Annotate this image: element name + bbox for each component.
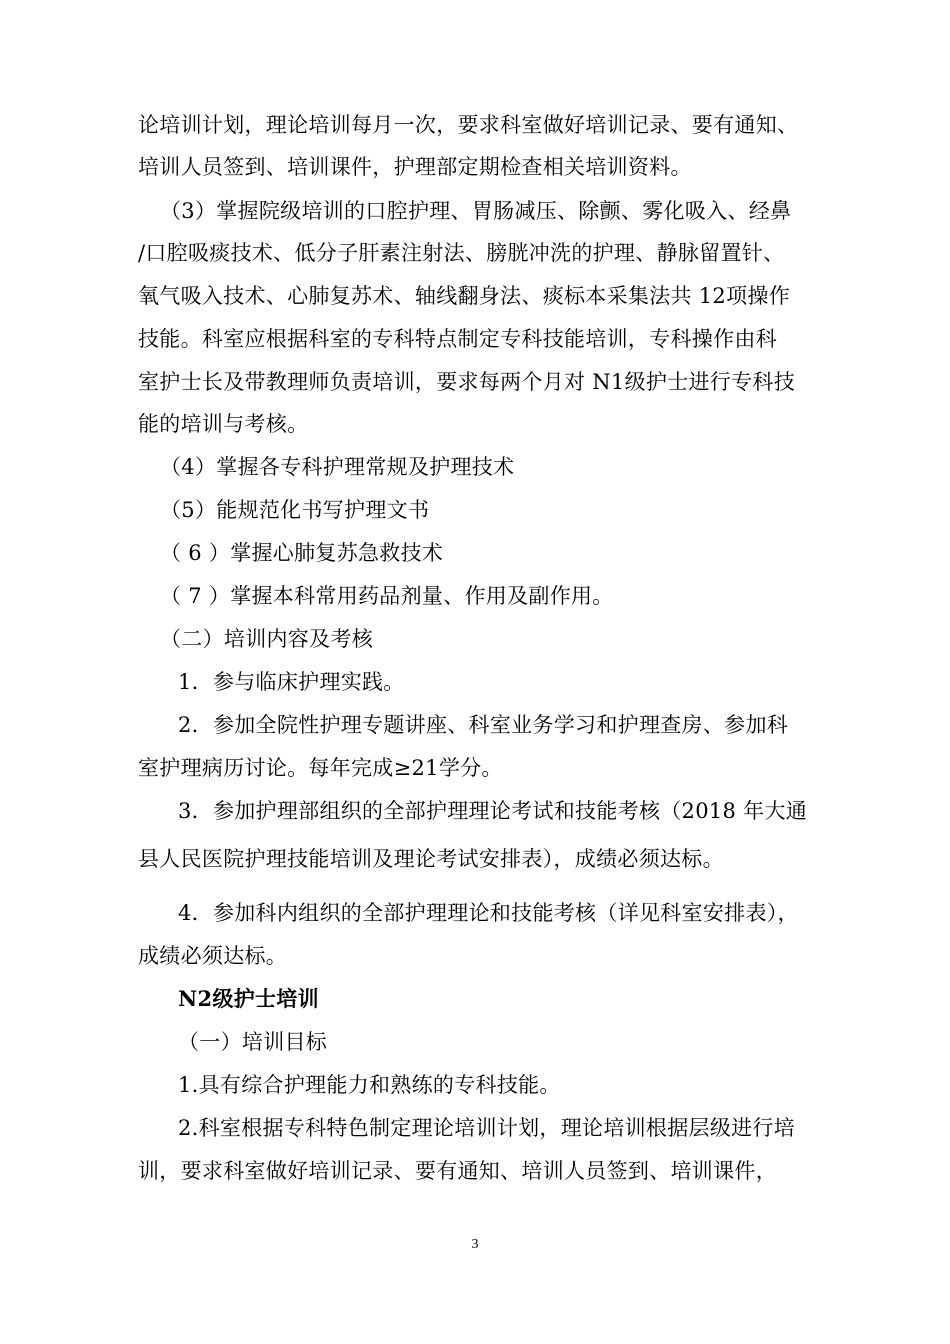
text-line: （ 6 ）掌握心肺复苏急救技术 [160,541,444,565]
text-line: 1．参与临床护理实践。 [178,670,405,694]
text-line: /口腔吸痰技术、低分子肝素注射法、膀胱冲洗的护理、静脉留置针、 [138,241,785,265]
text-line: （5）能规范化书写护理文书 [160,498,430,522]
text-line: 培训人员签到、培训课件，护理部定期检查相关培训资料。 [138,155,692,179]
text-line: 技能。科室应根据科室的专科特点制定专科技能培训，专科操作由科 [138,327,777,351]
text-line: 成绩必须达标。 [138,944,288,968]
text-line: （ 7 ）掌握本科常用药品剂量、作用及副作用。 [160,584,614,608]
text-line: 3．参加护理部组织的全部护理理论考试和技能考核（2018 年大通 [178,799,808,823]
text-line: 2.科室根据专科特色制定理论培训计划，理论培训根据层级进行培 [178,1116,796,1140]
text-line: 2．参加全院性护理专题讲座、科室业务学习和护理查房、参加科 [178,713,789,737]
text-line: 室护理病历讨论。每年完成≥21学分。 [138,756,503,780]
text-line: 室护士长及带教理师负责培训，要求每两个月对 N1级护士进行专科技 [138,370,796,394]
text-line: 1.具有综合护理能力和熟练的专科技能。 [178,1073,561,1097]
text-line: 能的培训与考核。 [138,412,309,436]
page-number: 3 [471,1237,479,1252]
section-heading: （二）培训内容及考核 [160,627,373,651]
section-title: N2级护士培训 [178,986,319,1011]
text-line: 氧气吸入技术、心肺复苏术、轴线翻身法、痰标本采集法共 12项操作 [138,284,790,308]
text-line: （4）掌握各专科护理常规及护理技术 [160,455,515,479]
text-line: （3）掌握院级培训的口腔护理、胃肠减压、除颤、雾化吸入、经鼻 [160,199,792,223]
text-line: 县人民医院护理技能培训及理论考试安排表），成绩必须达标。 [138,847,724,871]
section-heading: （一）培训目标 [178,1030,328,1054]
text-line: 4．参加科内组织的全部护理理论和技能考核（详见科室安排表）， [178,901,799,925]
text-line: 训，要求科室做好培训记录、要有通知、培训人员签到、培训课件， [138,1159,777,1183]
text-line: 论培训计划，理论培训每月一次，要求科室做好培训记录、要有通知、 [138,113,799,137]
